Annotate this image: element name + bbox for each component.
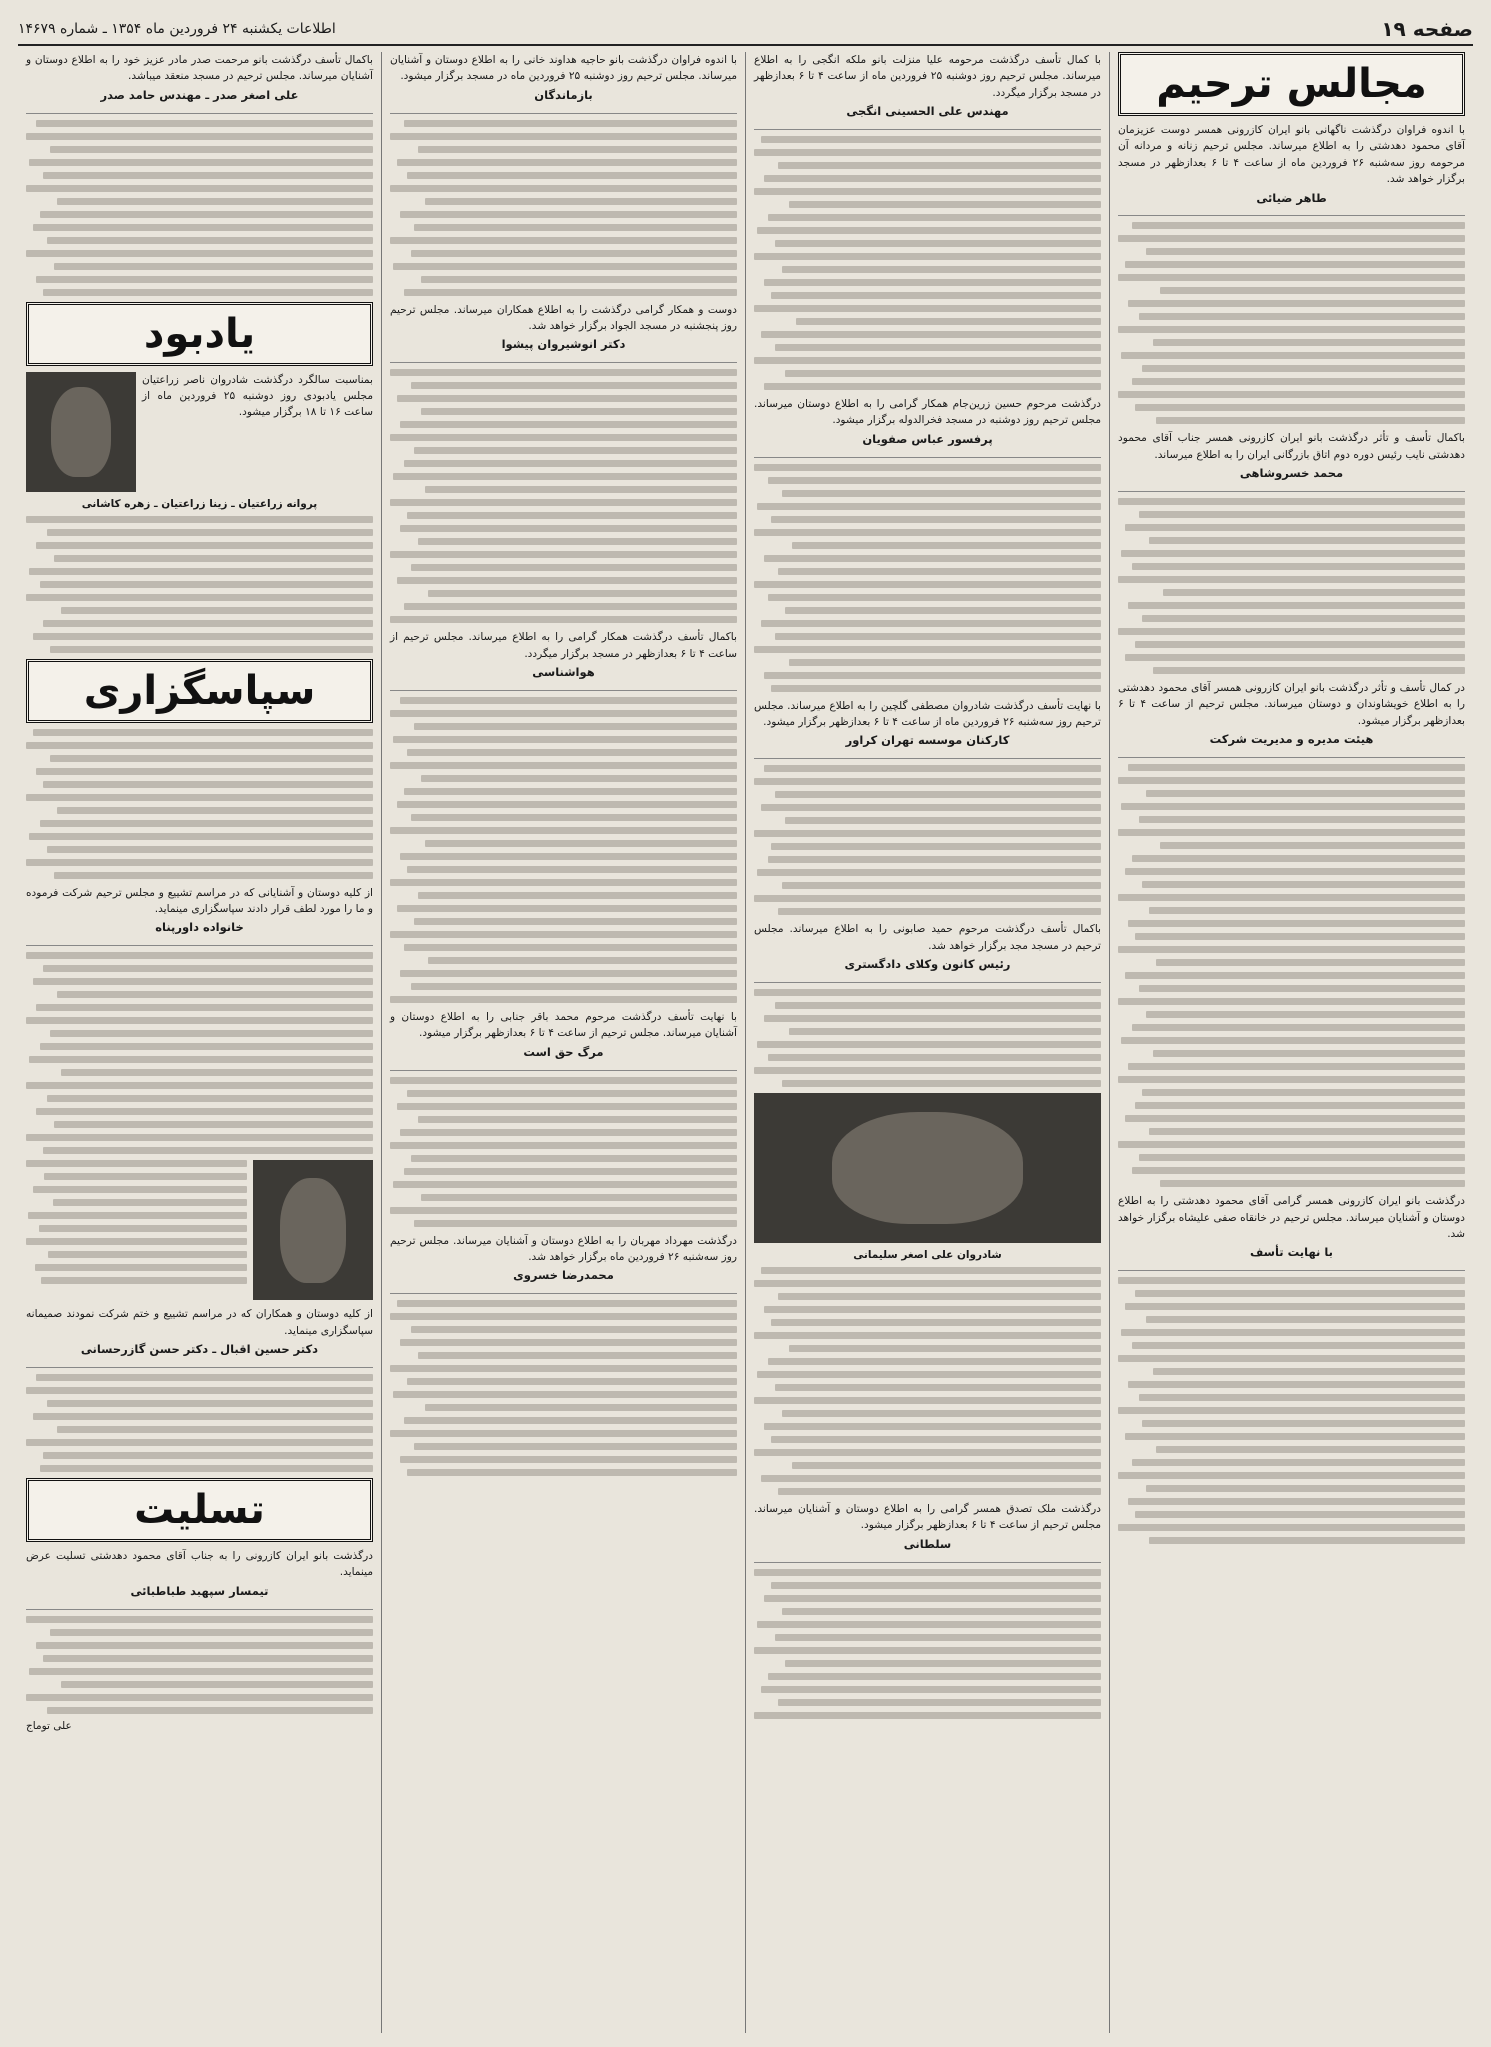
column-4: [18, 52, 381, 2033]
masthead: اطلاعات یکشنبه ۲۴ فروردین ماه ۱۳۵۴ ـ شماره ۱۴۶۷۹: [18, 21, 336, 37]
text-lines: [754, 989, 1101, 1087]
text-lines: [26, 729, 373, 879]
text-lines: [1118, 764, 1465, 1187]
notice: [390, 302, 737, 364]
portrait-face-image: [280, 1178, 346, 1283]
notice-title: دکتر حسین اقبال ـ دکتر حسن گازرحسانی: [80, 1342, 319, 1357]
text-lines: [26, 952, 373, 1154]
notice-title: بازماندگان: [534, 87, 593, 102]
portrait-photo: [754, 1093, 1101, 1243]
notice-body: از کلیه دوستان و همکاران که در مراسم تشییع و ختم شرکت نمودند صمیمانه سپاسگزاری مینماید.: [26, 1308, 373, 1337]
text-lines: [26, 1374, 373, 1472]
yadbud-block: [26, 372, 373, 492]
notice: [390, 1009, 737, 1071]
notice: [390, 629, 737, 691]
page-number: صفحه ۱۹: [1381, 17, 1473, 41]
photo-caption: پروانه زراعتیان ـ زینا زراعتیان ـ زهره کاشانی: [81, 497, 318, 510]
notice-body: با کمال تأسف درگذشت مرحومه علیا منزلت بانو ملکه انگجی را به اطلاع میرساند. مجلس ترحیم روز دوشنبه ۲۵ فروردین ماه از ساعت ۴ تا ۶ بعدازظهر در مسجد برگزار میگردد.: [754, 54, 1101, 99]
notice: [390, 52, 737, 114]
notice-body: بمناسبت سالگرد درگذشت شادروان ناصر زراعتیان مجلس یادبودی روز دوشنبه ۲۵ فروردین ماه از ساعت ۱۶ تا ۱۸ برگزار میشود.: [142, 373, 373, 419]
notice-title: کارکنان موسسه تهران کراور: [845, 733, 1010, 748]
notice-body: باکمال تأسف درگذشت مرحوم حمید صابونی را به اطلاع میرساند. مجلس ترحیم در مسجد مجد برگزار خواهد شد.: [754, 923, 1101, 952]
notice-body: با اندوه فراوان درگذشت ناگهانی بانو ایران کازرونی همسر دوست عزیزمان آقای محمود دهدشتی را به اطلاع میرساند. مجلس ترحیم زنانه و مردانه آن مرحومه روز سه‌شنبه ۲۶ فروردین ماه از ساعت ۴ تا ۶ بعدازظهر در مسجد برگزار خواهد شد.: [1118, 124, 1465, 186]
text-lines: [26, 516, 373, 653]
portrait-photo: [253, 1160, 373, 1300]
notice-body: با اندوه فراوان درگذشت بانو حاجیه هداوند خانی را به اطلاع دوستان و آشنایان میرساند. مجلس ترحیم روز دوشنبه ۲۵ فروردین ماه در مسجد برگزار میشود.: [390, 54, 737, 83]
text-lines: [754, 1267, 1101, 1495]
notice-body: باکمال تأسف درگذشت بانو مرحمت صدر مادر عزیز خود را به اطلاع دوستان و آشنایان میرساند. مجلس ترحیم در مسجد منعقد میباشد.: [26, 54, 373, 83]
notice: [26, 52, 373, 114]
notice-body: باکمال تأسف و تأثر درگذشت بانو ایران کازرونی همسر جناب آقای محمود دهدشتی نایب رئیس دوره دوم اتاق بازرگانی ایران را به اطلاع میرساند.: [1118, 432, 1465, 461]
notice-title: هواشناسی: [532, 665, 595, 680]
notice: [754, 52, 1101, 130]
notice: [1118, 1193, 1465, 1271]
notice: [26, 1306, 373, 1368]
sepasgozari-banner: سپاسگزاری: [26, 659, 373, 723]
notice-body: درگذشت مهرداد مهربان را به اطلاع دوستان و آشنایان میرساند. مجلس ترحیم روز سه‌شنبه ۲۶ فروردین ماه برگزار خواهد شد.: [390, 1234, 737, 1263]
text-lines: [390, 1300, 737, 1476]
text-lines: [1118, 498, 1465, 674]
column-3: [381, 52, 745, 2033]
notice-title: دکتر انوشیروان پیشوا: [501, 337, 626, 352]
notice-title: محمد خسروشاهی: [1239, 466, 1344, 481]
column-1: [1109, 52, 1473, 2033]
notice-body: با نهایت تأسف درگذشت مرحوم محمد باقر جنابی را به اطلاع دوستان و آشنایان میرساند. مجلس ترحیم از ساعت ۴ تا ۶ بعدازظهر برگزار میشود.: [390, 1010, 737, 1040]
text-lines: [1118, 222, 1465, 424]
notice-body: درگذشت ملک تصدق همسر گرامی را به اطلاع دوستان و آشنایان میرساند. مجلس ترحیم از ساعت ۴ تا ۶ بعدازظهر برگزار میشود.: [754, 1502, 1101, 1532]
text-lines: [26, 120, 373, 296]
columns: [18, 52, 1473, 2033]
portrait-block: [26, 1160, 373, 1300]
notice-title: علی اصغر صدر ـ مهندس حامد صدر: [100, 87, 299, 102]
notice-body: درگذشت بانو ایران کازرونی را به جناب آقای محمود دهدشتی تسلیت عرض مینماید.: [26, 1549, 373, 1579]
notice-body: از کلیه دوستان و آشنایانی که در مراسم تشییع و مجلس ترحیم شرکت فرموده و ما را مورد لطف قرار دادند سپاسگزاری مینماید.: [26, 886, 373, 916]
notice: [1118, 430, 1465, 492]
notice-body: درگذشت بانو ایران کازرونی همسر گرامی آقای محمود دهدشتی را به اطلاع دوستان و آشنایان میرساند. مجلس ترحیم در خانقاه صفی علیشاه برگزار خواهد شد.: [1118, 1195, 1465, 1240]
notice-title: رئیس کانون وکلای دادگستری: [844, 957, 1011, 972]
notice-title: با نهایت تأسف: [1249, 1245, 1333, 1260]
portrait-photo: [26, 372, 136, 492]
notice: [754, 396, 1101, 458]
text-lines: [754, 1569, 1101, 1719]
text-lines: [754, 136, 1101, 390]
notice-title: هیئت مدیره و مدیریت شرکت: [1209, 732, 1374, 747]
page-header: [18, 14, 1473, 46]
notice-body: با نهایت تأسف درگذشت شادروان مصطفی گلچین را به اطلاع میرساند. مجلس ترحیم روز سه‌شنبه ۲۶ فروردین ماه از ساعت ۴ تا ۶ بعدازظهر برگزار میشود.: [754, 699, 1101, 729]
text-lines: [754, 464, 1101, 692]
text-lines: [1118, 1277, 1465, 1544]
notice-title: محمدرضا خسروی: [513, 1268, 614, 1283]
notice-body: درگذشت مرحوم حسین زرین‌جام همکار گرامی را به اطلاع دوستان میرساند. مجلس ترحیم روز دوشنبه در مسجد فخرالدوله برگزار میشود.: [754, 398, 1101, 427]
notice: [754, 1501, 1101, 1563]
notice: [142, 372, 373, 492]
notice-title: طاهر ضیائی: [1256, 190, 1327, 205]
text-lines: [390, 1077, 737, 1227]
notice-title: پرفسور عباس صفویان: [862, 431, 993, 446]
text-lines: [390, 369, 737, 623]
text-lines: [390, 697, 737, 1003]
notice-body: دوست و همکار گرامی درگذشت را به اطلاع همکاران میرساند. مجلس ترحیم روز پنجشنبه در مسجد الجواد برگزار خواهد شد.: [390, 303, 737, 333]
text-lines: [26, 1616, 373, 1714]
notice-body: در کمال تأسف و تأثر درگذشت بانو ایران کازرونی همسر آقای محمود دهدشتی را به اطلاع خویشاوندان و دوستان میرساند. مجلس ترحیم از ساعت ۴ تا ۶ بعدازظهر برگزار میشود.: [1118, 682, 1465, 727]
notice-body: باکمال تأسف درگذشت همکار گرامی را به اطلاع میرساند. مجلس ترحیم از ساعت ۴ تا ۶ بعدازظهر در مسجد برگزار میگردد.: [390, 631, 737, 660]
notice-title: سلطانی: [903, 1536, 952, 1551]
tasliyat-banner: تسلیت: [26, 1478, 373, 1542]
notice-title: خانواده داورپناه: [155, 920, 244, 935]
notice: [26, 1548, 373, 1610]
portrait-face-image: [51, 387, 112, 477]
notice: [754, 698, 1101, 760]
majales-tarhim-banner: مجالس ترحیم: [1118, 52, 1465, 116]
text-lines: [390, 120, 737, 296]
notice-title: مرگ حق است: [523, 1044, 604, 1059]
notice-title: تیمسار سپهبد طباطبائی: [130, 1583, 269, 1598]
signoff-name: علی توماج: [26, 1719, 72, 1732]
notice-title: مهندس علی الحسینی انگجی: [846, 104, 1009, 119]
text-lines: [754, 765, 1101, 915]
notice: [1118, 680, 1465, 758]
portrait-face-image: [832, 1112, 1023, 1225]
notice: [26, 885, 373, 947]
notice: [1118, 122, 1465, 216]
notice: [390, 1233, 737, 1295]
yadbud-banner: یادبود: [26, 302, 373, 366]
column-2: [745, 52, 1109, 2033]
text-lines: [26, 1160, 247, 1300]
photo-caption: شادروان علی اصغر سلیمانی: [853, 1248, 1002, 1261]
notice: [754, 921, 1101, 983]
